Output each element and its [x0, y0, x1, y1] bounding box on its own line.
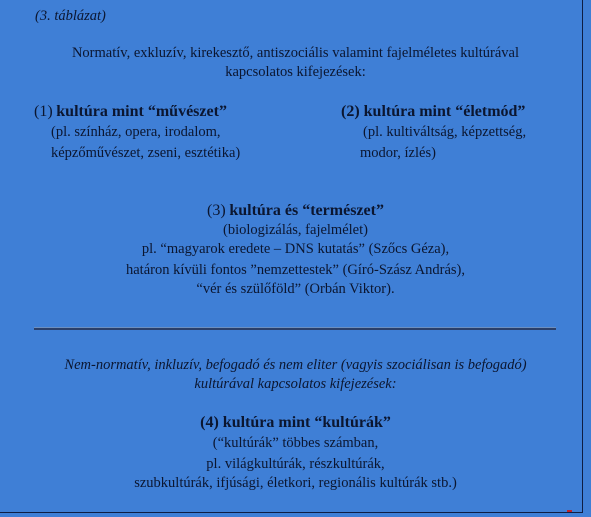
table-label: (3. táblázat) — [35, 8, 106, 24]
section-divider — [34, 327, 556, 330]
non-normative-heading-line2: kultúrával kapcsolatos kifejezések: — [194, 376, 397, 392]
item3-line2: pl. “magyarok eredete – DNS kutatás” (Szőcs Géza), — [141, 241, 450, 257]
red-marker — [567, 510, 572, 512]
item3-line1: (biologizálás, fajelmélet) — [223, 222, 368, 238]
item4-line1: (“kultúrák” többes számban, — [212, 435, 379, 451]
normative-heading-line2: kapcsolatos kifejezések: — [225, 64, 366, 80]
item1-number: (1) — [34, 103, 53, 120]
item3-line4: “vér és szülőföld” (Orbán Viktor). — [196, 281, 395, 297]
item4-line3: szubkultúrák, ifjúsági, életkori, regionális kultúrák stb.) — [134, 475, 457, 491]
item2-line2: modor, ízlés) — [360, 145, 436, 161]
item2-title: (2) kultúra mint “életmód” — [341, 103, 526, 120]
item3-heading — [0, 203, 591, 219]
item3-title: kultúra és “természet” — [229, 202, 384, 219]
normative-heading-line1: Normatív, exkluzív, kirekesztő, antiszociális valamint fajelméletes kultúrával — [71, 45, 520, 61]
item1-line2: képzőművészet, zseni, esztétika) — [51, 145, 241, 161]
item4-title: (4) kultúra mint “kultúrák” — [200, 414, 391, 431]
item3-line3: határon kívüli fontos ”nemzettestek” (Gíró-Szász András), — [125, 262, 466, 278]
item3-number: (3) — [207, 202, 226, 219]
item1-line1: (pl. színház, opera, irodalom, — [51, 124, 221, 140]
item1-heading — [34, 104, 227, 120]
item4-line2: pl. világkultúrák, részkultúrák, — [206, 456, 385, 472]
non-normative-heading-line1: Nem-normatív, inkluzív, befogadó és nem eliter (vagyis szociálisan is befogadó) — [64, 357, 527, 373]
item1-title: kultúra mint “művészet” — [56, 103, 227, 120]
item2-line1: (pl. kultiváltság, képzettség, — [363, 124, 527, 140]
